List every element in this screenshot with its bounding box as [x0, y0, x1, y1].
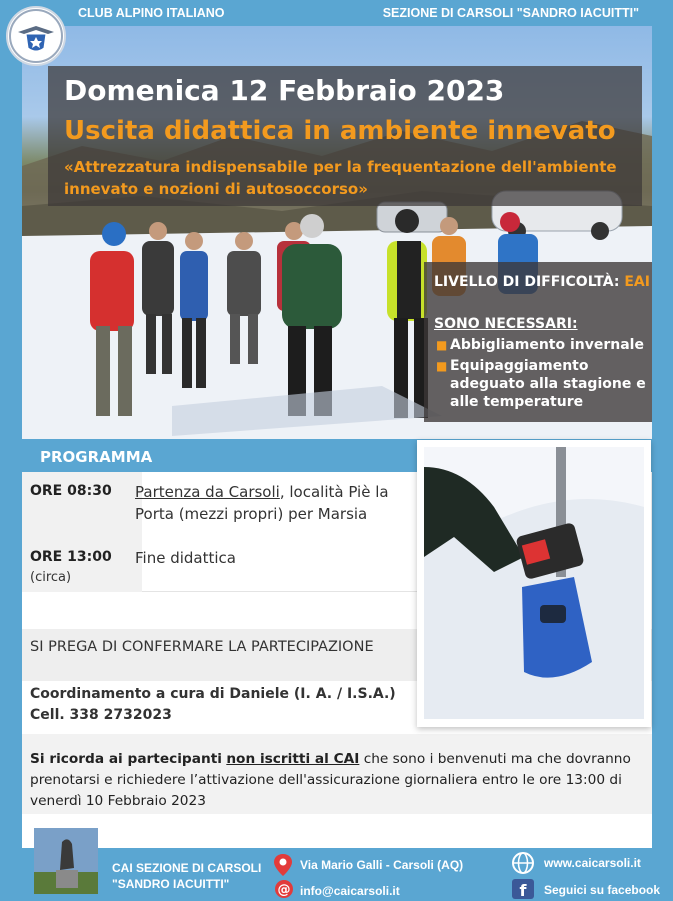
row1-desc	[135, 481, 420, 525]
notice-emphasis: non iscritti al CAI	[226, 751, 360, 767]
row1-time: ORE 08:30	[30, 483, 112, 499]
event-date: Domenica 12 Febbraio 2023	[64, 74, 505, 107]
coordination	[30, 684, 396, 726]
row2-time-note: (circa)	[30, 570, 72, 585]
row1-desc-line2: Porta (mezzi propri) per Marsia	[135, 505, 368, 523]
difficulty-label	[434, 274, 650, 290]
event-subtitle	[64, 156, 634, 200]
event-subtitle-line2: innevato e nozioni di autosoccorso»	[64, 180, 368, 198]
required-list	[434, 336, 648, 414]
footer-org-line2: "SANDRO IACUITTI"	[112, 877, 230, 891]
event-subtitle-line1: «Attrezzatura indispensabile per la frequentazione dell'ambiente	[64, 158, 617, 176]
svg-text:f: f	[519, 881, 527, 899]
required-title: SONO NECESSARI:	[434, 316, 578, 332]
list-item	[434, 357, 648, 411]
difficulty-value: EAI	[624, 274, 650, 290]
top-header-bar	[0, 0, 673, 26]
facebook-icon	[512, 879, 534, 901]
row2-desc: Fine didattica	[135, 549, 236, 567]
footer-email[interactable]: info@caicarsoli.it	[300, 884, 400, 898]
list-item	[434, 336, 648, 354]
at-sign-icon	[274, 879, 294, 901]
difficulty-box	[424, 262, 652, 422]
required-item-text: Equipaggiamento adeguato alla stagione e alle temperature	[450, 358, 646, 410]
row1-desc-rest: , località Piè la	[279, 483, 389, 501]
bullet-icon: ■	[436, 359, 448, 373]
avalanche-gear-photo	[417, 440, 651, 727]
notice-text	[30, 749, 645, 812]
schedule-table	[22, 472, 417, 592]
footer-monument-image	[34, 828, 98, 894]
club-name: CLUB ALPINO ITALIANO	[78, 6, 225, 20]
difficulty-label-text: LIVELLO DI DIFFICOLTÀ:	[434, 274, 620, 290]
program-heading-text: PROGRAMMA	[40, 448, 153, 466]
footer-website[interactable]: www.caicarsoli.it	[544, 856, 641, 870]
avalanche-gear-image	[424, 447, 644, 719]
confirm-text: SI PREGA DI CONFERMARE LA PARTECIPAZIONE	[30, 639, 374, 655]
location-pin-icon	[273, 853, 293, 881]
row2-time: ORE 13:00	[30, 549, 112, 565]
cai-logo-icon	[6, 6, 66, 66]
departure-link[interactable]: Partenza da Carsoli	[135, 483, 280, 501]
bullet-icon: ■	[436, 338, 448, 352]
notice-lead: Si ricorda ai partecipanti	[30, 751, 222, 767]
footer-facebook[interactable]: Seguici su facebook	[544, 883, 661, 897]
svg-text:@: @	[277, 882, 291, 898]
program-heading	[22, 439, 422, 472]
required-item-text: Abbigliamento invernale	[450, 337, 644, 353]
notice-rest: che sono i benvenuti ma che dovranno prenotarsi e richiedere l’attivazione dell'assicurazione giornaliera entro le ore 13:00 di venerdì 10 Febbraio 2023	[30, 751, 631, 809]
globe-icon	[511, 851, 535, 879]
coordination-name: Coordinamento a cura di Daniele (I. A. / I.S.A.)	[30, 686, 396, 702]
event-title: Uscita didattica in ambiente innevato	[64, 116, 616, 146]
section-name: SEZIONE DI CARSOLI "SANDRO IACUITTI"	[382, 6, 639, 20]
footer-org-line1: CAI SEZIONE DI CARSOLI	[112, 861, 262, 875]
coordination-phone: Cell. 338 2732023	[30, 707, 172, 723]
footer-address: Via Mario Galli - Carsoli (AQ)	[300, 858, 464, 872]
